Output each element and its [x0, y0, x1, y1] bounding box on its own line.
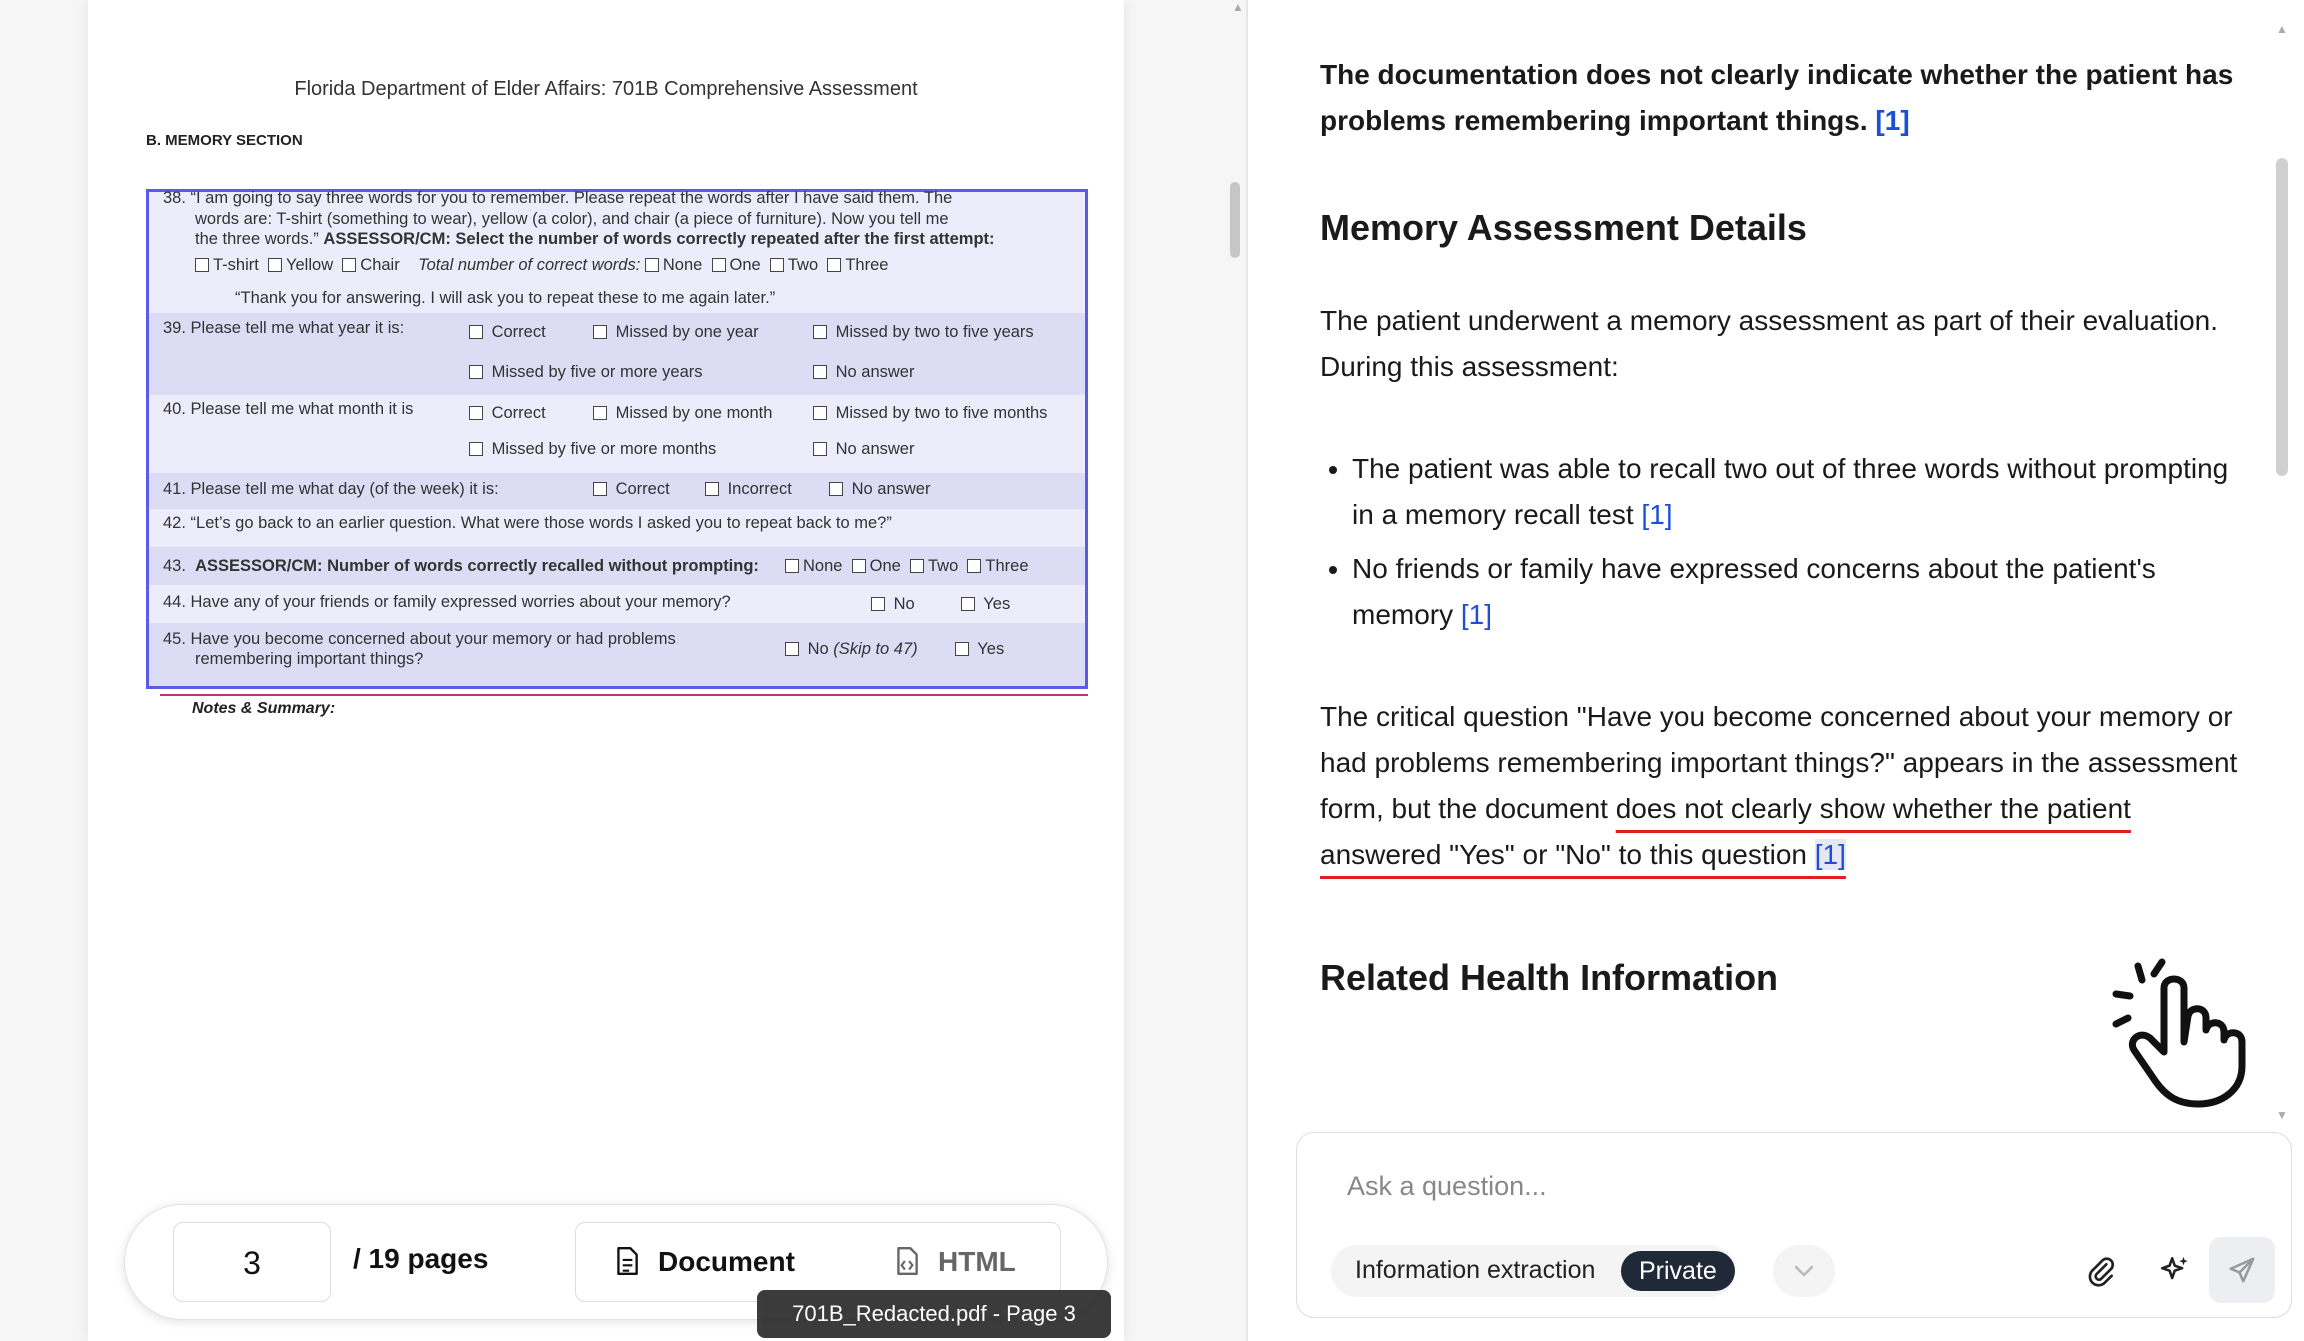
heading-related-health: Related Health Information [1320, 957, 1779, 998]
scroll-down-arrow-icon[interactable]: ▼ [2276, 1108, 2288, 1122]
checkbox-yes[interactable] [955, 642, 969, 656]
question-43 [149, 547, 1085, 585]
checkbox-no[interactable] [785, 642, 799, 656]
checkbox-no-answer[interactable] [813, 442, 827, 456]
option-label: No answer [851, 480, 931, 498]
option-label: Missed by two to five months [835, 404, 1048, 422]
q43-label: ASSESSOR/CM: Number of words correctly recalled without prompting: [195, 557, 759, 575]
document-view-label: Document [658, 1246, 795, 1277]
checkbox-missed-one-year[interactable] [593, 325, 607, 339]
option-label: No [893, 595, 915, 613]
option-label: Three [845, 256, 889, 274]
pdf-scrollbar-thumb[interactable] [1230, 182, 1240, 258]
option-label: Two [927, 557, 959, 575]
q41-label: 41. Please tell me what day (of the week) it is: [163, 480, 499, 498]
mode-dropdown-button[interactable] [1773, 1245, 1835, 1297]
q44-label: 44. Have any of your friends or family expressed worries about your memory? [163, 593, 731, 611]
checkbox-incorrect[interactable] [705, 482, 719, 496]
answer-bullet [1352, 446, 2240, 538]
option-label: No answer [835, 440, 915, 458]
checkbox-two[interactable] [770, 258, 784, 272]
option-label: No answer [835, 363, 915, 381]
checkbox-correct[interactable] [469, 406, 483, 420]
html-file-icon [894, 1246, 920, 1276]
q42-label: 42. “Let’s go back to an earlier question. What were those words I asked you to repeat back to me?” [163, 514, 892, 532]
answer-scrollbar-thumb[interactable] [2276, 158, 2288, 476]
checkbox-missed-five-more-years[interactable] [469, 365, 483, 379]
option-label: One [729, 256, 761, 274]
option-label: Two [787, 256, 819, 274]
question-input[interactable]: Ask a question... [1347, 1171, 1547, 1201]
privacy-badge: Private [1621, 1251, 1735, 1291]
checkbox-no-answer[interactable] [813, 365, 827, 379]
pdf-page [88, 0, 1124, 1341]
bullet-text: The patient was able to recall two out of three words without prompting in a memory recall test [1352, 453, 2229, 530]
option-label: Missed by five or more months [491, 440, 717, 458]
checkbox-no[interactable] [871, 597, 885, 611]
checkbox-missed-two-five-years[interactable] [813, 325, 827, 339]
question-44 [149, 585, 1085, 623]
document-icon [614, 1246, 640, 1276]
page-number-input[interactable]: 3 [173, 1222, 331, 1302]
option-label: Missed by two to five years [835, 323, 1034, 341]
q38-line1: 38. “I am going to say three words for you to remember. Please repeat the words after I have said them. The [163, 189, 953, 207]
checkbox-none[interactable] [645, 258, 659, 272]
option-label: Chair [360, 256, 400, 274]
checkbox-one[interactable] [852, 559, 866, 573]
option-label: Three [985, 557, 1029, 575]
checkbox-correct[interactable] [469, 325, 483, 339]
answer-paragraph-2 [1320, 694, 2240, 878]
option-label: Correct [615, 480, 670, 498]
citation-link[interactable]: [1] [1814, 839, 1846, 870]
q45-line1: 45. Have you become concerned about your memory or had problems [163, 630, 676, 648]
checkbox-three[interactable] [967, 559, 981, 573]
option-label: One [869, 557, 901, 575]
highlighted-form-region[interactable] [146, 189, 1088, 689]
bullet-text: No friends or family have expressed concerns about the patient's memory [1352, 553, 2156, 630]
q38-thanks: “Thank you for answering. I will ask you to repeat these to me again later.” [235, 289, 776, 307]
html-view-label: HTML [938, 1246, 1016, 1277]
option-label: T-shirt [213, 256, 259, 274]
checkbox-missed-two-five-months[interactable] [813, 406, 827, 420]
filename-tooltip: 701B_Redacted.pdf - Page 3 [757, 1290, 1111, 1338]
total-label: Total number of correct words: [418, 256, 641, 274]
question-40 [149, 395, 1085, 473]
q40-label: 40. Please tell me what month it is [163, 400, 414, 418]
mode-selector[interactable] [1331, 1245, 1735, 1297]
option-label: No [807, 640, 829, 658]
citation-link[interactable]: [1] [1460, 599, 1493, 630]
option-label: Yes [983, 595, 1011, 613]
q38-line2: words are: T-shirt (something to wear), yellow (a color), and chair (a piece of furniture). Now you tell me [195, 210, 949, 228]
q38-instruction: ASSESSOR/CM: Select the number of words correctly repeated after the first attempt: [323, 230, 995, 248]
answer-bullet [1352, 546, 2240, 638]
attach-button[interactable] [2071, 1241, 2131, 1301]
q38-line3a: the three words.” [195, 230, 319, 248]
checkbox-no-answer[interactable] [829, 482, 843, 496]
checkbox-correct[interactable] [593, 482, 607, 496]
checkbox-none[interactable] [785, 559, 799, 573]
checkbox-missed-five-more-months[interactable] [469, 442, 483, 456]
checkbox-tshirt[interactable] [195, 258, 209, 272]
option-label: Incorrect [727, 480, 792, 498]
option-label: Correct [491, 404, 546, 422]
checkbox-yellow[interactable] [268, 258, 282, 272]
option-label: Yes [977, 640, 1005, 658]
heading-memory-assessment: Memory Assessment Details [1320, 207, 1807, 248]
paperclip-icon [2085, 1255, 2117, 1287]
send-button[interactable] [2209, 1237, 2275, 1303]
pointer-hand-icon [2098, 932, 2274, 1108]
chat-composer [1296, 1132, 2292, 1318]
sparkle-icon [2158, 1254, 2192, 1288]
option-label: Correct [491, 323, 546, 341]
underlined-text: does not clearly show whether the patient answered "Yes" or "No" to this question [1320, 793, 2131, 870]
answer-intro [1320, 52, 2240, 144]
checkbox-yes[interactable] [961, 597, 975, 611]
mode-label: Information extraction [1355, 1256, 1596, 1284]
scroll-up-arrow-icon[interactable]: ▲ [2276, 22, 2288, 36]
scroll-up-arrow-icon[interactable]: ▲ [1232, 0, 1244, 14]
q43-num: 43. [163, 557, 186, 575]
skip-note: (Skip to 47) [833, 640, 918, 658]
document-title: Florida Department of Elder Affairs: 701B Comprehensive Assessment [294, 78, 918, 100]
section-label: B. MEMORY SECTION [146, 132, 303, 149]
rule-divider [160, 694, 1088, 696]
page-total: / 19 pages [353, 1243, 489, 1274]
option-label: None [662, 256, 703, 274]
option-label: Missed by five or more years [491, 363, 703, 381]
checkbox-missed-one-month[interactable] [593, 406, 607, 420]
option-label: Missed by one year [615, 323, 759, 341]
send-icon [2227, 1255, 2257, 1285]
checkbox-chair[interactable] [342, 258, 356, 272]
question-45 [149, 623, 1085, 686]
ai-assist-button[interactable] [2145, 1241, 2205, 1301]
checkbox-three[interactable] [827, 258, 841, 272]
option-label: Yellow [286, 256, 334, 274]
question-39 [149, 313, 1085, 395]
checkbox-two[interactable] [910, 559, 924, 573]
question-38 [149, 189, 1085, 312]
answer-content [1320, 52, 2240, 1000]
answer-paragraph-1: The patient underwent a memory assessment as part of their evaluation. During this assessment: [1320, 305, 2219, 382]
q39-label: 39. Please tell me what year it is: [163, 319, 405, 337]
answer-intro-text: The documentation does not clearly indicate whether the patient has problems remembering important things. [1320, 59, 2234, 136]
option-label: None [803, 557, 843, 575]
notes-label: Notes & Summary: [192, 700, 336, 717]
q45-line2: remembering important things? [195, 650, 424, 668]
citation-link[interactable]: [1] [1875, 105, 1910, 136]
chevron-down-icon [1773, 1245, 1835, 1297]
option-label: Missed by one month [615, 404, 773, 422]
checkbox-one[interactable] [712, 258, 726, 272]
citation-link[interactable]: [1] [1641, 499, 1673, 530]
paragraph-text: The critical question "Have you become concerned about your memory or had problems remembering important things?" appears in the assessment form, but the document [1320, 701, 2238, 824]
question-41 [149, 473, 1085, 509]
answer-bullets [1320, 446, 2240, 638]
question-42 [149, 509, 1085, 547]
